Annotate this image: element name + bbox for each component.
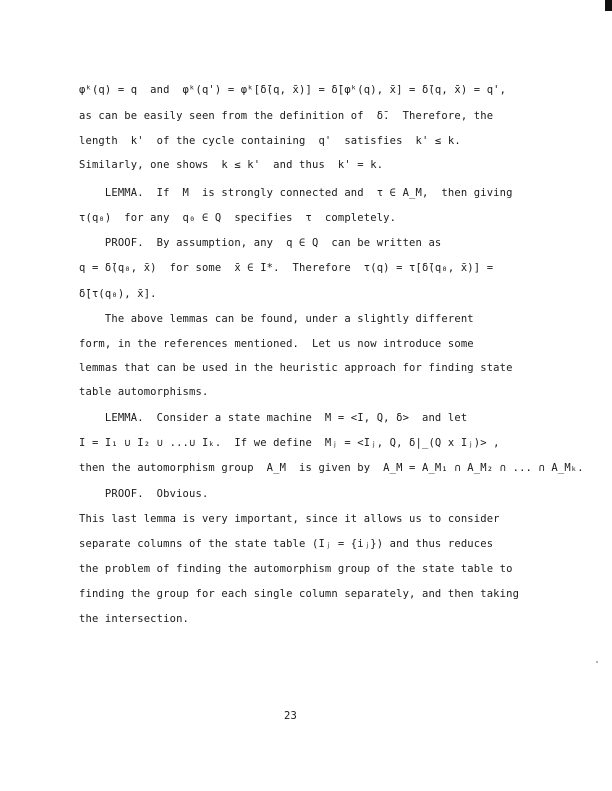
equation-line: I = I₁ ∪ I₂ ∪ ...∪ Iₖ. If we define Mⱼ = <Iⱼ, Q, δ|_(Q x Iⱼ)> , [79,437,500,449]
text-line: This last lemma is very important, since it allows us to consider [79,513,500,525]
text-line: the problem of finding the automorphism group of the state table to [79,563,513,575]
proof-line: PROOF. Obvious. [79,488,209,500]
lemma-statement: LEMMA. Consider a state machine M = <I, Q, δ> and let [79,412,468,424]
scan-speck [596,661,598,663]
equation-line: then the automorphism group A_M is given by A_M = A_M₁ ∩ A_M₂ ∩ ... ∩ A_Mₖ. [79,462,584,474]
text-line: separate columns of the state table (Iⱼ = {iⱼ}) and thus reduces [79,538,494,550]
text-line: the intersection. [79,613,190,625]
text-line: form, in the references mentioned. Let us now introduce some [79,338,474,350]
text-line: finding the group for each single column separately, and then taking [79,588,520,600]
text-line: δ̄[τ(q₀), x̄]. [79,288,157,300]
text-line: Similarly, one shows k ≤ k' and thus k' = k. [79,159,384,171]
text-line: lemmas that can be used in the heuristic approach for finding state [79,362,513,374]
proof-line: PROOF. By assumption, any q ∈ Q can be written as [79,237,442,249]
text-line: τ(q₀) for any q₀ ∈ Q specifies τ completely. [79,212,397,224]
equation-line: φᵏ(q) = q and φᵏ(q') = φᵏ[δ̄(q, x̄)] = δ̄[φᵏ(q), x̄] = δ̄(q, x̄) = q', [79,84,507,96]
text-line: table automorphisms. [79,386,209,398]
text-line: q = δ̄(q₀, x̄) for some x̄ ∈ I*. Therefore τ(q) = τ[δ̄(q₀, x̄)] = [79,262,494,274]
text-line: The above lemmas can be found, under a slightly different [79,313,474,325]
scan-corner-mark [605,0,612,11]
page-number: 23 [284,710,297,722]
text-line: length k' of the cycle containing q' satisfies k' ≤ k. [79,135,461,147]
lemma-statement: LEMMA. If M is strongly connected and τ ∈ A_M, then giving [79,187,513,199]
text-line: as can be easily seen from the definition of δ̄. Therefore, the [79,110,494,122]
